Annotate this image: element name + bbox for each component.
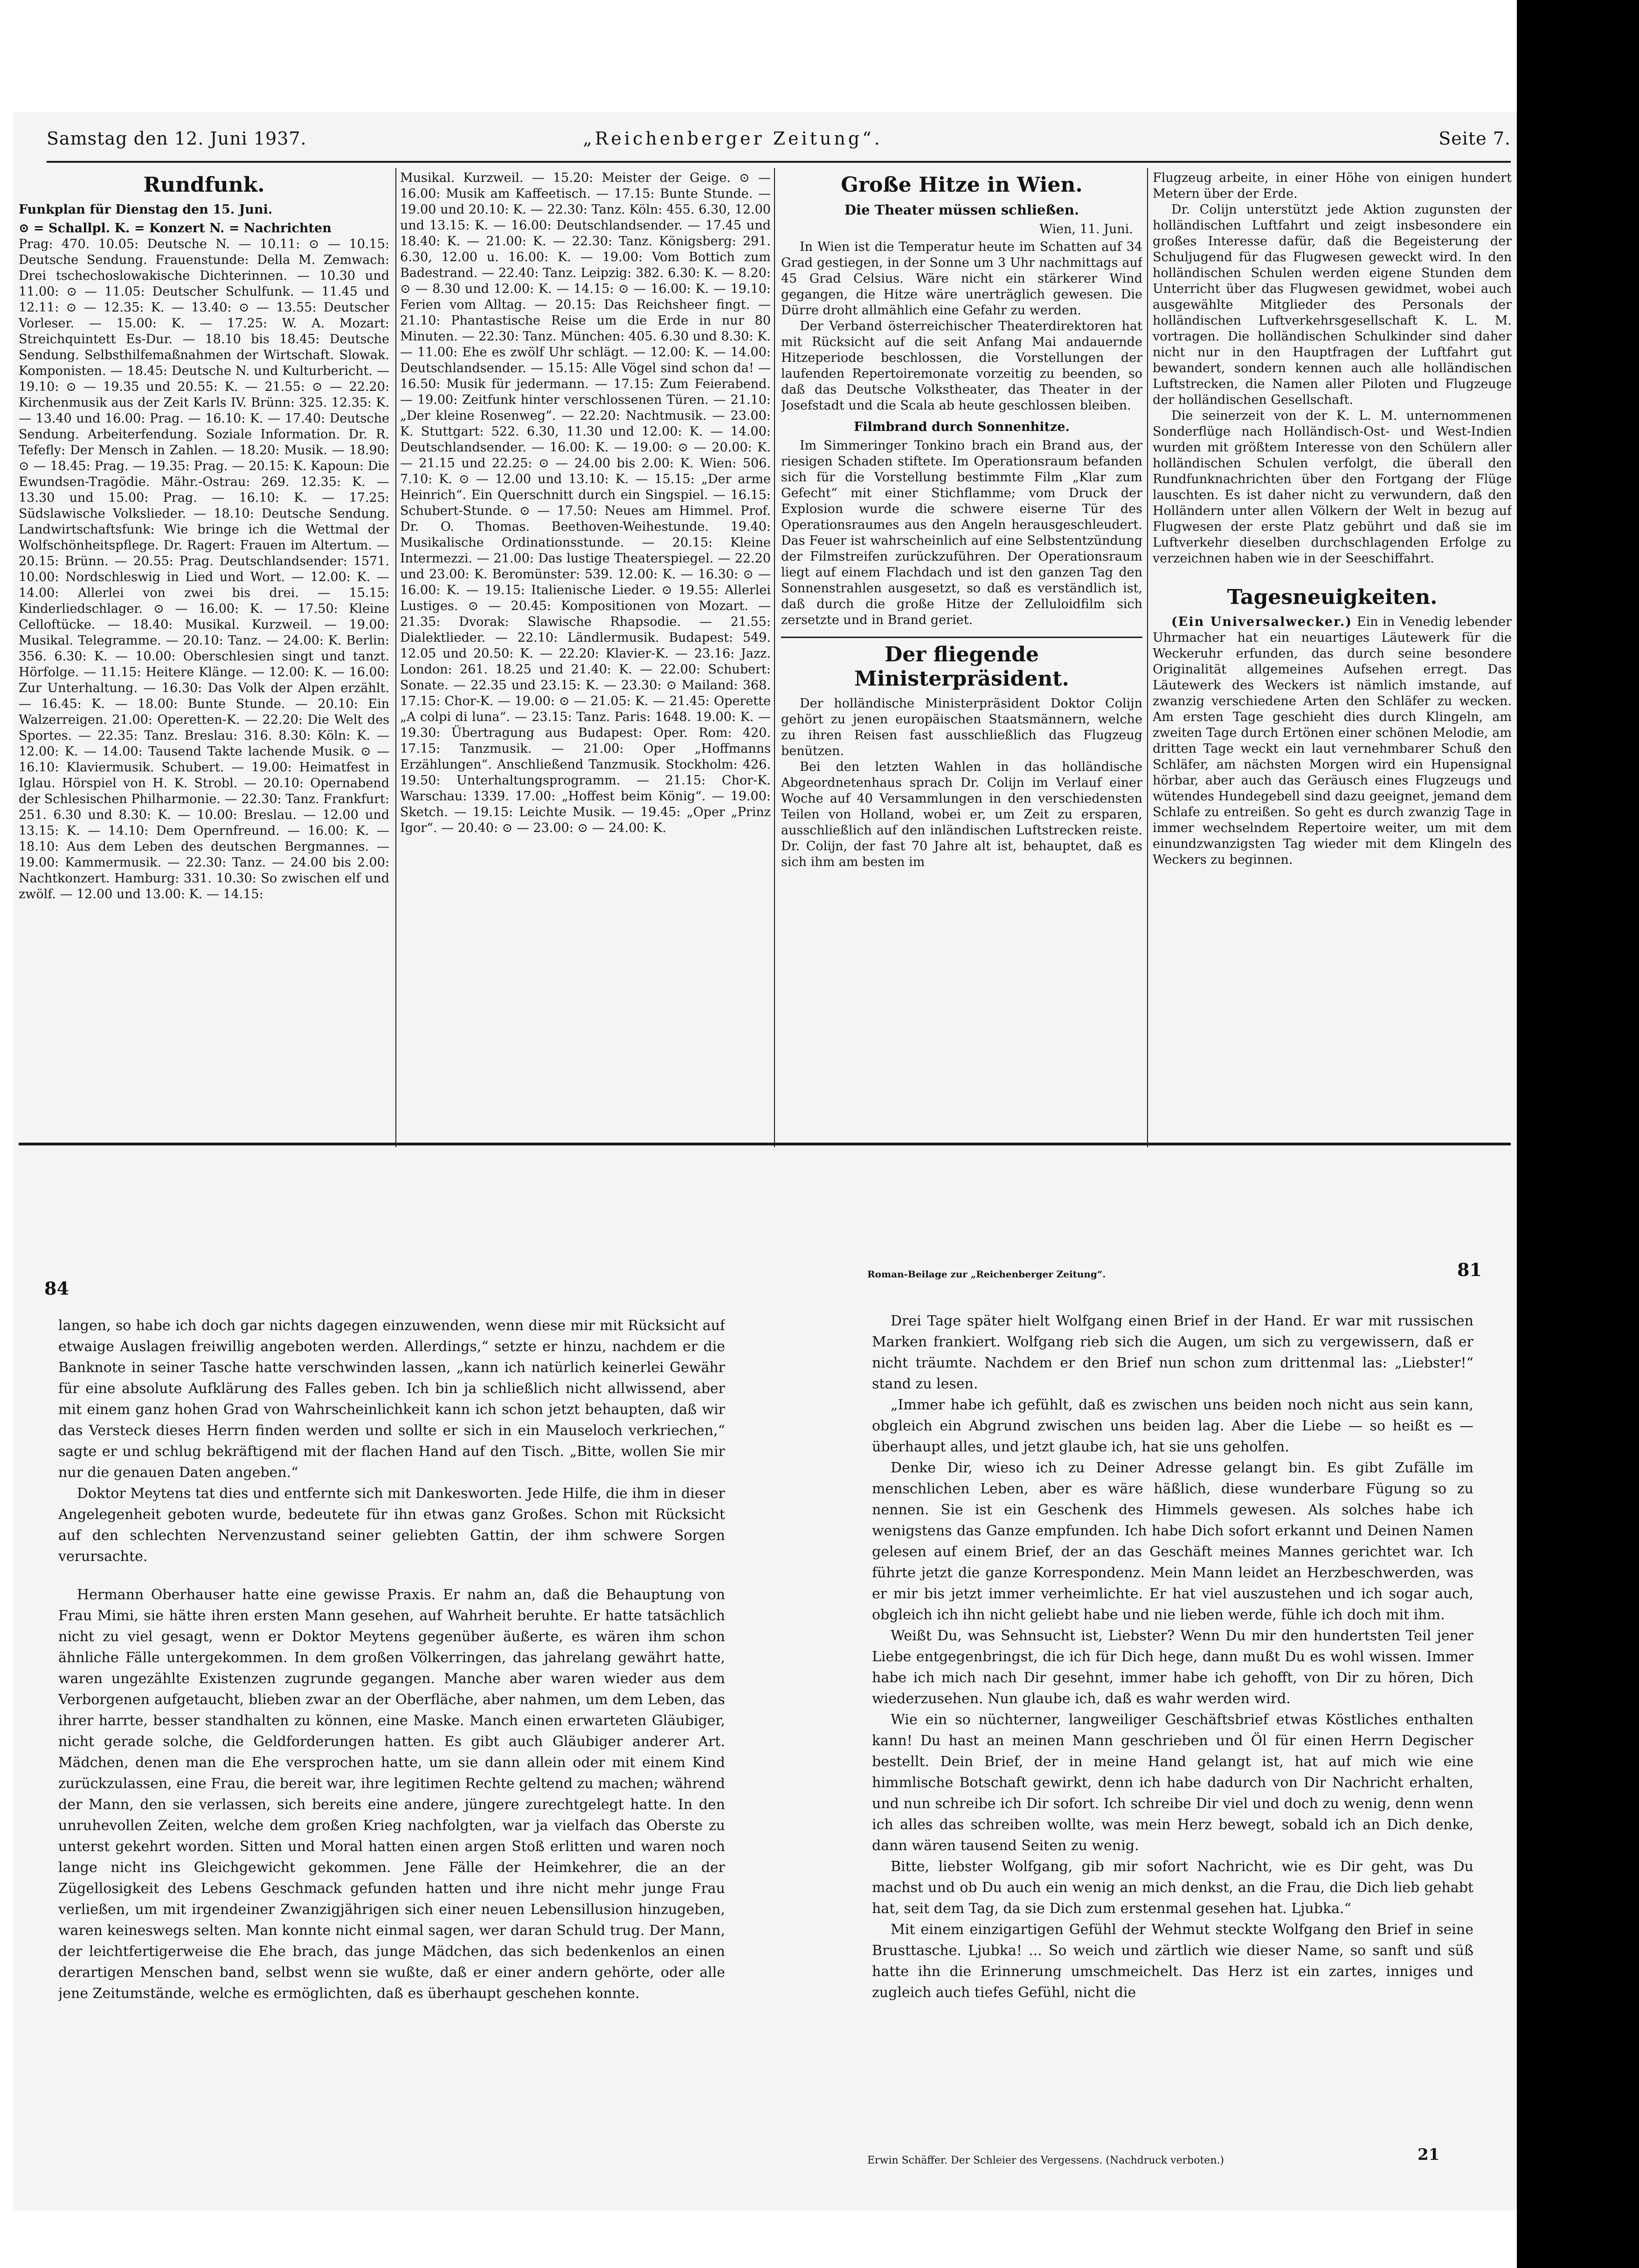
novel-left-paragraph-3: Hermann Oberhauser hatte eine gewisse Praxis. Er nahm an, daß die Behauptung von Frau Mimi, sie hätte ihren ersten Mann gesehen, auf Wahrheit beruhte. Er hatte tatsächlich nicht zu viel gesagt, wenn er Doktor Meytens gegenüber äußerte, es wären ihm schon ähnliche Fälle untergekommen. In dem großen Völkerringen, das jahrelang gewährt hatte, waren ungezählte Existenzen zugrunde gegangen. Manche aber waren wieder aus dem Verborgenen aufgetaucht, blieben zwar an der Oberfläche, aber nahmen, um dem Leben, das ihrer harrte, besser standhalten zu können, eine Maske. Manch einen erwarteten Gläubiger, nicht gerade solche, die Geldforderungen hatten. Es gibt auch Gläubiger anderer Art. Mädchen, denen man die Ehe versprochen hatte, um sie dann allein oder mit einem Kind zurückzulassen, eine Frau, die bereit war, ihre legitimen Rechte geltend zu machen; während der Mann, den sie verlassen, sich bereits eine andere, jüngere zurechtgelegt hatte. In den unruhevollen Zeiten, welche dem großen Krieg nachfolgten, war ja vielfach das Oberste zu unterst gekehrt worden. Sitten und Moral hatten einen argen Stoß erlitten und waren noch lange nicht ins Gleichgewicht gekommen. Jene Fälle der Heimkehrer, die an der Zügellosigkeit des Lebens Geschmack gefunden hatten und ihre nicht mehr junge Frau verließen, um mit irgendeiner Zwanzigjährigen sich einer neuen Lebensillusion hinzugeben, waren keineswegs selten. Man konnte nicht einmal sagen, wer daran Schuld trug. Der Mann, der leichtfertigerweise die Ehe brach, das junge Mädchen, das sich bedenkenlos an einen derartigen Menschen band, selbst wenn sie wußte, daß er einer andern gehörte, oder alle jene Zeitumstände, welche es ermöglichten, daß es überhaupt geschehen konnte. [58, 1587, 725, 2002]
novel-page-left [58, 1315, 725, 2155]
novel-right-paragraph-1: Drei Tage später hielt Wolfgang einen Brief in der Hand. Er war mit russischen Marken frankiert. Wolfgang rieb sich die Augen, um sich zu vergewissern, daß er nicht träumte. Nachdem er den Brief nun schon zum drittenmal las: „Liebster!“ stand zu lesen. [872, 1313, 1473, 1392]
novel-left-break [58, 1575, 725, 1576]
header-newspaper-name: „Reichenberger Zeitung“. [583, 128, 883, 149]
radio-column-1 [19, 170, 389, 1140]
heat-dateline: Wien, 11. Juni. [1039, 222, 1133, 236]
novel-right-paragraph-3: Denke Dir, wieso ich zu Deiner Adresse gelangt bin. Es gibt Zufälle im menschlichen Leben, aber es wäre häßlich, diese wunderbare Fügung so zu nennen. Sie ist ein Geschenk des Himmels gewesen. Als solches habe ich wenigstens das Ganze empfunden. Ich habe Dich sofort erkannt und Deinen Namen gelesen auf einem Brief, der an das Geschäft meines Mannes gerichtet war. Ich führte jetzt die ganze Korrespondenz. Mein Mann leidet an Herzbeschwerden, was er mir bis jetzt immer verheimlichte. Er hat viel auszustehen und ich sogar auch, obgleich ich ihn nicht geliebt habe und nie lieben werde, fühle ich doch mit ihm. [872, 1460, 1473, 1623]
filmbrand-paragraph: Im Simmeringer Tonkino brach ein Brand aus, der riesigen Schaden stiftete. Im Operationsraum befanden sich für die Vorstellung bestimmte Film „Klar zum Gefecht“ mit einer Stichflamme; vom Druck der Explosion wurde die schwere eiserne Tür des Operationsraumes aus den Angeln herausgeschleudert. Das Feuer ist wahrscheinlich auf eine Selbstentzündung der Filmstreifen zurückzuführen. Der Operationsraum liegt auf einem Flachdach und ist den ganzen Tag den Sonnenstrahlen ausgesetzt, so daß es verständlich ist, daß durch die große Hitze der Zelluloidfilm sich zersetzte und in Brand geriet. [781, 438, 1142, 627]
bottom-rule [19, 1143, 1511, 1145]
news-title: Tagesneuigkeiten. [1227, 585, 1438, 609]
header-page-number: Seite 7. [1438, 128, 1511, 149]
news-column-4 [1153, 170, 1512, 1140]
novel-left-paragraph-1: langen, so habe ich doch gar nichts dagegen einzuwenden, wenn diese mir mit Rücksicht auf etwaige Auslagen freiwillig angeboten werden. Allerdings,“ setzte er hinzu, nachdem er die Banknote in seiner Tasche hatte verschwinden lassen, „kann ich natürlich keinerlei Gewähr für eine absolute Aufklärung des Falles geben. Ich bin ja schließlich nicht allwissend, aber mit einem ganz hohen Grad von Wahrscheinlichkeit kann ich schon jetzt behaupten, daß wir das Versteck dieses Herrn finden werden und sollte er sich in ein Mauseloch verkriechen,“ sagte er und schlug bekräftigend mit der flachen Hand auf den Tisch. „Bitte, wollen Sie mir nur die genauen Daten angeben.“ [58, 1318, 725, 1481]
heat-subtitle: Die Theater müssen schließen. [844, 202, 1079, 218]
novel-left-paragraph-2: Doktor Meytens tat dies und entfernte sich mit Dankesworten. Jede Hilfe, die ihm in dieser Angelegenheit geboten wurde, bedeutete für ihn etwas ganz Großes. Schon mit Rücksicht auf den schlechten Nervenzustand seiner geliebten Gattin, der ihm schwere Sorgen verursachte. [58, 1485, 725, 1565]
minister-continued-3: Die seinerzeit von der K. L. M. unternommenen Sonderflüge nach Holländisch-Ost- und West-Indien wurden mit größtem Interesse von den Schülern aller holländischen Schulen verfolgt, die überall den Rundfunknachrichten über den Fortgang der Flüge lauschten. Es ist daher nicht zu verwundern, daß den Holländern unter allen Völkern der Welt in bezug auf Flugwesen der erste Platz gebührt und daß sie im Luftverkehr dieselben durchschlagenden Erfolge zu verzeichnen haben wie in der Seeschiffahrt. [1153, 409, 1512, 566]
column-rule-3 [1147, 168, 1148, 1147]
minister-title: Der fliegende Ministerpräsident. [854, 643, 1069, 691]
novel-right-paragraph-5: Wie ein so nüchterner, langweiliger Geschäftsbrief etwas Köstliches enthalten kann! Du hast an meinen Mann geschrieben und Öl für einen Herrn Degischer bestellt. Dein Brief, der in meine Hand gelangt ist, hat auf mich wie eine himmlische Botschaft gewirkt, denn ich habe dadurch von Dir Nachricht erhalten, und nun schreibe ich Dir sofort. Ich schreibe Dir viel und doch zu wenig, denn wenn ich alles das schreiben wollte, was mein Herz bewegt, sobald ich an Dich denke, dann wären tausend Seiten zu wenig. [872, 1712, 1473, 1854]
minister-paragraph-2: Bei den letzten Wahlen in das holländische Abgeordnetenhaus sprach Dr. Colijn im Verlauf einer Woche auf 40 Versammlungen in den verschiedensten Teilen von Holland, wobei er, um Zeit zu ersparen, ausschließlich auf den inländischen Luftstrecken reiste. Dr. Colijn, der fast 70 Jahre alt ist, behauptet, daß es sich ihm am besten im [781, 760, 1142, 869]
heat-paragraph-2: Der Verband österreichischer Theaterdirektoren hat mit Rücksicht auf die seit Anfang Mai andauernde Hitzeperiode beschlossen, die Vorstellungen der laufenden Repertoiremonate vorzeitig zu beenden, so daß das Deutsche Volkstheater, das Theater in der Josefstadt und die Scala ab heute geschlossen bleiben. [781, 319, 1142, 413]
novel-page-right [872, 1311, 1473, 2136]
radio-column-2 [400, 170, 771, 1140]
lower-right-page-number: 81 [1457, 1259, 1482, 1280]
novel-right-paragraph-7: Mit einem einzigartigen Gefühl der Wehmut steckte Wolfgang den Brief in seine Brusttasche. Ljubka! ... So weich und zärtlich wie dieser Name, so sanft und süß hatte ihn die Erinnerung umschmeichelt. Das Herz ist ein zartes, inniges und zugleich auch tiefes Gefühl, nicht die [872, 1921, 1473, 2001]
novel-right-paragraph-2: „Immer habe ich gefühlt, daß es zwischen uns beiden noch nicht aus sein kann, obgleich ein Abgrund zwischen uns beiden lag. Aber die Liebe — so heißt es — überhaupt alles, und jetzt glaube ich, hat sie uns geholfen. [872, 1397, 1473, 1455]
radio-listing-1: Prag: 470. 10.05: Deutsche N. — 10.11: ⊙ — 10.15: Deutsche Sendung. Frauenstunde: Della M. Zemwach: Drei tschechoslowakische Dichterinnen. — 10.30 und 11.00: ⊙ — 11.05: Deutscher Schulfunk. — 11.45 und 12.11: ⊙ — 12.35: K. — 13.40: ⊙ — 13.55: Deutscher Vorleser. — 15.00: K. — 17.25: W. A. Mozart: Streichquintett Es-Dur. — 18.10 bis 18.45: Deutsche Sendung. Selbsthilfemaßnahmen der Wirtschaft. Slowak. Komponisten. — 18.45: Deutsche N. und Kulturbericht. — 19.10: ⊙ — 19.35 und 20.55: K. — 21.55: ⊙ — 22.20: Kirchenmusik aus der Zeit Karls IV. Brünn: 325. 12.35: K. — 13.40 und 16.00: Prag. — 16.10: K. — 17.40: Deutsche Sendung. Arbeiterfendung. Soziale Information. Dr. R. Tefefly: Der Mensch in Zahlen. — 18.20: Musik. — 18.90: ⊙ — 18.45: Prag. — 19.35: Prag. — 20.15: K. Kapoun: Die Ewundsen-Tragödie. Mähr.-Ostrau: 269. 12.35: K. — 13.30 und 15.00: Prag. — 16.10: K. — 17.25: Südslawische Volkslieder. — 18.10: Deutsche Sendung. Landwirtschaftsfunk: Wie bringe ich die Wettmal der Wolfschönheitspflege. Dr. Ragert: Frauen im Altertum. — 20.15: Brünn. — 20.55: Prag. Deutschlandsender: 1571. 10.00: Nordschleswig in Lied und Wort. — 12.00: K. — 14.00: Allerlei von zwei bis drei. — 15.15: Kinderliedschlager. ⊙ — 16.00: K. — 17.50: Kleine Celloftücke. — 18.40: Musikal. Kurzweil. — 19.00: Musikal. Telegramme. — 20.10: Tanz. — 24.00: K. Berlin: 356. 6.30: K. — 10.00: Oberschlesien singt und tanzt. Hörfolge. — 11.15: Heitere Klänge. — 12.00: K. — 16.00: Zur Unterhaltung. — 16.30: Das Volk der Alpen erzählt. — 16.45: K. — 18.00: Bunte Stunde. — 20.10: Ein Walzerreigen. 21.00: Operetten-K. — 22.20: Die Welt des Sportes. — 22.35: Tanz. Breslau: 316. 8.30: Köln: K. — 12.00: K. — 14.00: Tausend Takte lachende Musik. ⊙ — 16.10: Klaviermusik. Schubert. — 19.00: Heimatfest in Iglau. Hörspiel von H. K. Strobl. — 20.10: Opernabend der Schlesischen Philharmonie. — 22.30: Tanz. Frankfurt: 251. 6.30 und 8.30: K. — 10.00: Breslau. — 12.00 und 13.15: K. — 14.10: Dem Opernfreund. — 16.00: K. — 18.10: Aus dem Leben des deutschen Bergmannes. — 19.00: Kammermusik. — 22.30: Tanz. — 24.00 bis 2.00: Nachtkonzert. Hamburg: 331. 10.30: So zwischen elf und zwölf. — 12.00 und 13.00: K. — 14.15: [19, 237, 389, 902]
novel-right-paragraph-4: Weißt Du, was Sehnsucht ist, Liebster? Wenn Du mir den hundertsten Teil jener Liebe entgegenbringst, die ich für Dich hege, dann mußt Du es wohl wissen. Immer habe ich mich nach Dir gesehnt, immer habe ich gehofft, von Dir zu hören, Dich wiederzusehen. Nun glaube ich, daß es wahr werden wird. [872, 1628, 1473, 1707]
column-rule-2 [774, 168, 775, 1147]
page-header [47, 128, 1511, 156]
news-text: Ein in Venedig lebender Uhrmacher hat ein neuartiges Läutewerk für die Weckeruhr erfunden, das durch seine besondere Originalität allgemeines Aufsehen erregt. Das Läutewerk des Weckers ist nämlich imstande, auf zwanzig verschiedene Arten den Schläfer zu wecken. Am ersten Tage geschieht dies durch Klingeln, am zweiten Tage durch Ertönen einer schönen Melodie, am dritten Tage weckt ein laut vernehmbarer Schuß den Schläfer, am nächsten Morgen wird ein Hupensignal hörbar, aber auch das Geräusch eines Flugzeugs und wütendes Hundegebell sind dazu geeignet, jemand dem Schlafe zu entreißen. So geht es durch zwanzig Tage in immer wechselndem Repertoire weiter, um mit dem einundzwanzigsten Tag wieder mit dem Klingeln des Weckers zu beginnen. [1153, 615, 1512, 867]
radio-legend: ⊙ = Schallpl. K. = Konzert N. = Nachrichten [19, 221, 332, 236]
minister-continued-2: Dr. Colijn unterstützt jede Aktion zugunsten der holländischen Luftfahrt und zeigt insbesondere ein großes Interesse dafür, daß die Begeisterung der Schuljugend für das Flugwesen geweckt wird. In den holländischen Schulen werden eigene Stunden dem Unterricht über das Flugwesen gewidmet, wobei auch ausgewählte Mitglieder des Personals der holländischen Luftverkehrsgesellschaft K. L. M. vortragen. Die holländischen Schulkinder sind daher nicht nur in den Hauptfragen der Luftfahrt gut bewandert, sondern kennen auch alle holländischen Luftstrecken, die Namen aller Piloten und Flugzeuge der holländischen Gesellschaft. [1153, 202, 1512, 407]
scan-black-edge [1517, 0, 1639, 2268]
section-rule [781, 637, 1142, 638]
heat-title: Große Hitze in Wien. [841, 173, 1083, 197]
supplement-title: Roman-Beilage zur „Reichenberger Zeitung“. [867, 1269, 1106, 1280]
header-date: Samstag den 12. Juni 1937. [47, 128, 307, 149]
news-paragraph [1153, 614, 1512, 868]
novel-footer-page: 21 [1418, 2145, 1440, 2164]
filmbrand-subtitle: Filmbrand durch Sonnenhitze. [854, 420, 1070, 434]
column-rule-1 [395, 168, 396, 1147]
heat-paragraph-1: In Wien ist die Temperatur heute im Schatten auf 34 Grad gestiegen, in der Sonne um 3 Uhr nachmittags auf 45 Grad Celsius. Wäre nicht ein stärkerer Wind gegangen, die Hitze wäre unerträglich gewesen. Die Dürre droht allmählich eine Gefahr zu werden. [781, 240, 1142, 318]
radio-listing-2: Musikal. Kurzweil. — 15.20: Meister der Geige. ⊙ — 16.00: Musik am Kaffeetisch. — 17.15: Bunte Stunde. — 19.00 und 20.10: K. — 22.30: Tanz. Köln: 455. 6.30, 12.00 und 13.15: K. — 16.00: Deutschlandsender. — 17.45 und 18.40: K. — 21.00: K. — 22.30: Tanz. Königsberg: 291. 6.30, 12.00 u. 16.00: K. — 19.00: Vom Bottich zum Badestrand. — 22.40: Tanz. Leipzig: 382. 6.30: K. — 8.20: ⊙ — 8.30 und 12.00: K. — 14.15: ⊙ — 16.00: K. — 19.10: Ferien vom Alltag. — 20.15: Das Reichsheer fingt. — 21.10: Phantastische Reise um die Erde in nur 80 Minuten. — 22.30: Tanz. München: 405. 6.30 und 8.30: K. — 11.00: Ehe es zwölf Uhr schlägt. — 12.00: K. — 14.00: Deutschlandsender. — 15.15: Alle Vögel sind schon da! — 16.50: Musik für jedermann. — 17.15: Zum Feierabend. — 19.00: Zeitfunk hinter verschlossenen Türen. — 21.10: „Der kleine Rosenweg“. — 22.20: Nachtmusik. — 23.00: K. Stuttgart: 522. 6.30, 11.30 und 12.00: K. — 14.00: Deutschlandsender. — 16.00: K. — 19.00: ⊙ — 20.00: K. — 21.15 und 22.25: ⊙ — 24.00 bis 2.00: K. Wien: 506. 7.10: K. ⊙ — 12.00 und 13.10: K. — 15.15: „Der arme Heinrich“. Ein Querschnitt durch ein Singspiel. — 16.15: Schubert-Stunde. ⊙ — 17.50: Neues am Himmel. Prof. Dr. O. Thomas. Beethoven-Weihestunde. 19.40: Musikalische Ordinationsstunde. — 20.15: Kleine Intermezzi. — 21.00: Das lustige Theaterspiegel. — 22.20 und 23.00: K. Beromünster: 539. 12.00: K. — 16.30: ⊙ — 16.00: K. — 19.15: Italienische Lieder. ⊙ 19.55: Allerlei Lustiges. ⊙ — 20.45: Kompositionen von Mozart. — 21.35: Dvorak: Slawische Rhapsodie. — 21.55: Dialektlieder. — 22.10: Ländlermusik. Budapest: 549. 12.05 und 20.50: K. — 22.20: Klavier-K. — 23.16: Jazz. London: 261. 18.25 und 21.40: K. — 22.00: Schubert: Sonate. — 22.35 und 23.15: K. — 23.30: ⊙ Mailand: 368. 17.15: Chor-K. — 19.00: ⊙ — 21.05: K. — 21.45: Operette „A colpi di luna“. — 23.15: Tanz. Paris: 1648. 19.00: K. — 19.30: Übertragung aus Budapest: Oper. Rom: 420. 17.15: Tanzmusik. — 21.00: Oper „Hoffmanns Erzählungen“. Anschließend Tanzmusik. Stockholm: 426. 19.50: Unterhaltungsprogramm. — 21.15: Chor-K. Warschau: 1339. 17.00: „Hoffest beim König“. — 19.00: Sketch. — 19.15: Leichte Musik. — 19.45: „Oper „Prinz Igor“. — 20.40: ⊙ — 23.00: ⊙ — 24.00: K. [400, 171, 771, 835]
radio-subtitle: Funkplan für Dienstag den 15. Juni. [19, 202, 273, 217]
lower-left-page-number: 84 [44, 1278, 69, 1299]
minister-continued-1: Flugzeug arbeite, in einer Höhe von einigen hundert Metern über der Erde. [1153, 171, 1512, 201]
novel-footer: Erwin Schäffer. Der Schleier des Vergessens. (Nachdruck verboten.) [867, 2155, 1224, 2166]
news-column-3 [781, 170, 1142, 1140]
minister-paragraph-1: Der holländische Ministerpräsident Doktor Colijn gehört zu jenen europäischen Staatsmännern, welche zu ihren Reisen fast ausschließlich das Flugzeug benützen. [781, 696, 1142, 758]
radio-title: Rundfunk. [143, 173, 265, 197]
novel-right-paragraph-6: Bitte, liebster Wolfgang, gib mir sofort Nachricht, wie es Dir geht, was Du machst und ob Du auch ein wenig an mich denkst, an die Frau, die Dich lieb gehabt hat, seit dem Tag, da sie Dich zum erstenmal gesehen hat. Ljubka.“ [872, 1859, 1473, 1917]
news-subtitle: (Ein Universalwecker.) [1171, 615, 1353, 629]
header-rule [47, 161, 1511, 163]
